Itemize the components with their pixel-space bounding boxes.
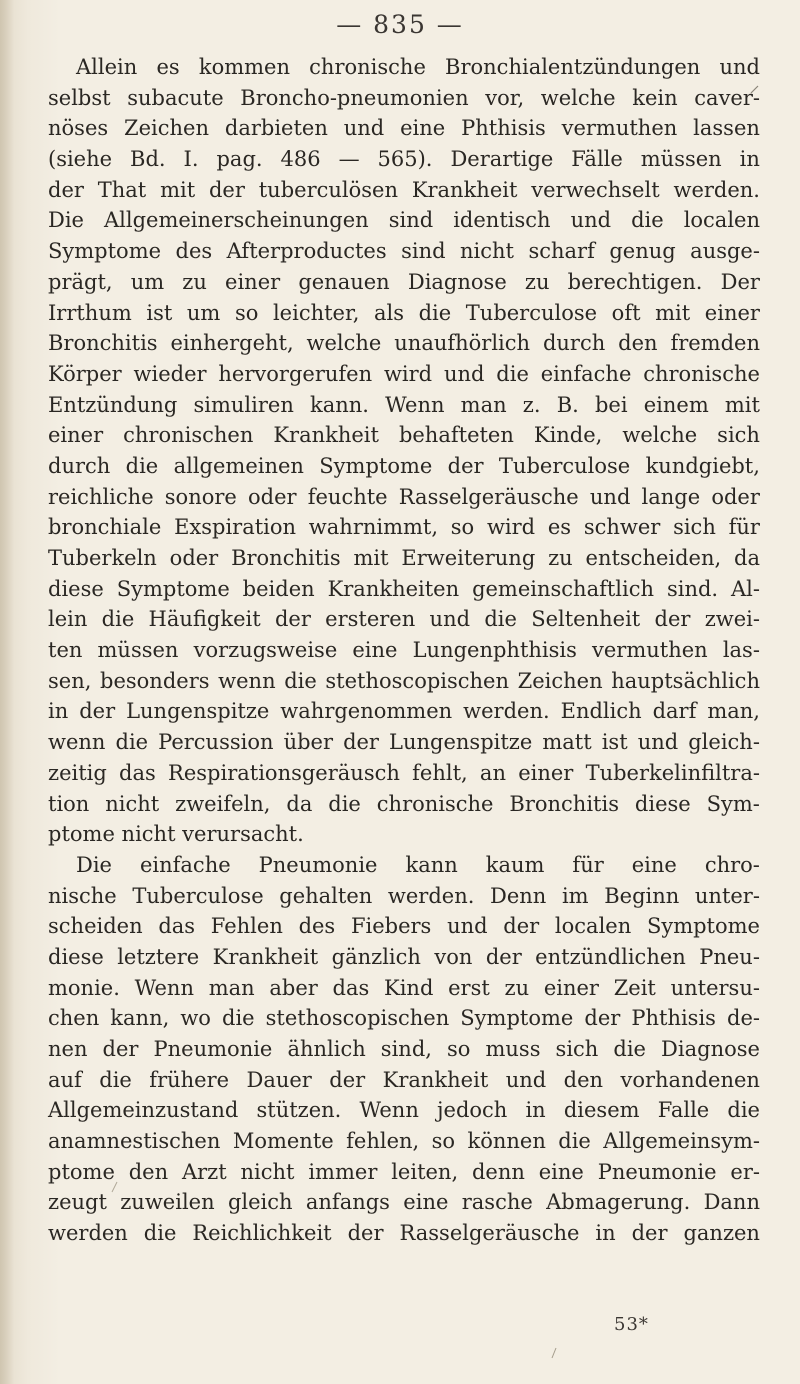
text-line: Irrthum ist um so leichter, als die Tuberculose oft mit einer (48, 300, 760, 325)
text-line: monie. Wenn man aber das Kind erst zu einer Zeit untersu- (48, 975, 760, 1000)
text-line: zeugt zuweilen gleich anfangs eine rasche Abmagerung. Dann (48, 1190, 760, 1215)
text-line: Bronchitis einhergeht, welche unaufhörlich durch den fremden (48, 331, 760, 356)
text-line: scheiden das Fehlen des Fiebers und der localen Symptome (48, 914, 760, 939)
text-line: der That mit der tuberculösen Krankheit verwechselt werden. (48, 177, 760, 202)
text-line: prägt, um zu einer genauen Diagnose zu berechtigen. Der (48, 269, 760, 294)
pencil-tick-mark (550, 1346, 560, 1360)
text-line: chen kann, wo die stethoscopischen Symptome der Phthisis de- (48, 1006, 760, 1031)
text-line: Tuberkeln oder Bronchitis mit Erweiterung zu entscheiden, da (48, 546, 760, 570)
text-line: Die einfache Pneumonie kann kaum für eine chro- (76, 852, 760, 877)
text-line: wenn die Percussion über der Lungenspitze matt ist und gleich- (48, 730, 760, 755)
text-line: einer chronischen Krankheit behafteten Kinde, welche sich (48, 423, 760, 448)
text-line: auf die frühere Dauer der Krankheit und den vorhandenen (48, 1067, 760, 1092)
text-line: lein die Häufigkeit der ersteren und die Seltenheit der zwei- (48, 607, 760, 632)
page-number: — 835 — (336, 10, 464, 39)
text-line: diese Symptome beiden Krankheiten gemeinschaftlich sind. Al- (48, 576, 760, 601)
gutter-shadow (0, 0, 14, 1384)
pencil-tick-mark (110, 1180, 120, 1194)
text-line: diese letztere Krankheit gänzlich von der entzündlichen Pneu- (48, 944, 760, 969)
text-line: Entzündung simuliren kann. Wenn man z. B. bei einem mit (48, 392, 760, 417)
signature-mark: 53* (614, 1314, 649, 1335)
text-line: ten müssen vorzugsweise eine Lungenphthisis vermuthen las- (48, 638, 760, 663)
text-line: Die Allgemeinerscheinungen sind identisch und die localen (48, 208, 760, 233)
text-line: Körper wieder hervorgerufen wird und die einfache chronische (48, 361, 760, 386)
text-line: Allein es kommen chronische Bronchialentzündungen und (76, 55, 760, 79)
text-line: selbst subacute Broncho-pneumonien vor, welche kein caver- (48, 85, 760, 110)
text-line: reichliche sonore oder feuchte Rasselgeräusche und lange oder (48, 484, 760, 509)
text-line: nen der Pneumonie ähnlich sind, so muss sich die Diagnose (48, 1037, 760, 1061)
text-line: tion nicht zweifeln, da die chronische Bronchitis diese Sym- (48, 791, 760, 816)
text-line: werden die Reichlichkeit der Rasselgeräusche in der ganzen (48, 1221, 760, 1246)
text-line: ptome nicht verursacht. (48, 822, 304, 847)
text-line: in der Lungenspitze wahrgenommen werden. Endlich darf man, (48, 699, 760, 724)
text-line: anamnestischen Momente fehlen, so können die Allgemeinsym- (48, 1129, 760, 1154)
text-line: (siehe Bd. I. pag. 486 — 565). Derartige Fälle müssen in (48, 147, 760, 172)
pencil-tick-mark (750, 84, 760, 94)
text-line: bronchiale Exspiration wahrnimmt, so wird es schwer sich für (48, 515, 760, 540)
text-line: nöses Zeichen darbieten und eine Phthisis vermuthen lassen (48, 116, 760, 141)
text-line: Symptome des Afterproductes sind nicht scharf genug ausge- (48, 239, 760, 264)
text-line: zeitig das Respirationsgeräusch fehlt, an einer Tuberkelinfiltra- (48, 760, 760, 785)
text-line: sen, besonders wenn die stethoscopischen Zeichen hauptsächlich (48, 668, 760, 693)
text-line: durch die allgemeinen Symptome der Tuberculose kundgiebt, (48, 453, 760, 478)
text-line: nische Tuberculose gehalten werden. Denn im Beginn unter- (48, 883, 760, 908)
body-text (48, 52, 760, 1249)
text-line: Allgemeinzustand stützen. Wenn jedoch in diesem Falle die (48, 1098, 760, 1123)
text-line: ptome den Arzt nicht immer leiten, denn eine Pneumonie er- (48, 1159, 760, 1184)
